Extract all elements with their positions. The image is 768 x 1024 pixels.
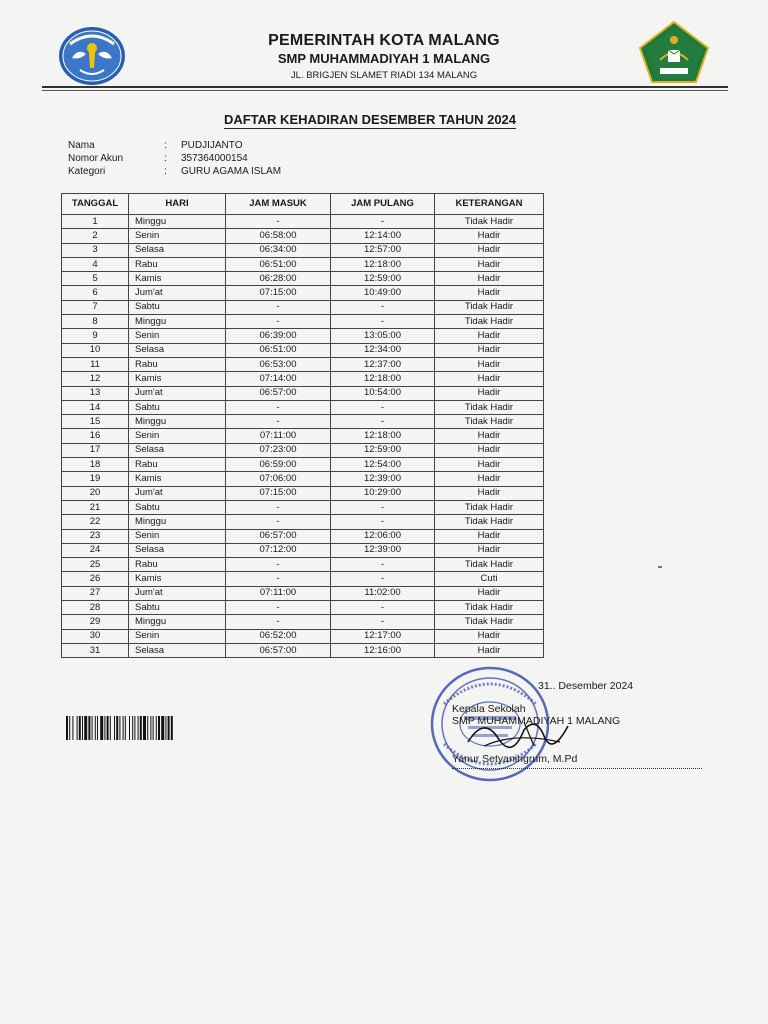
cell-hari: Rabu	[129, 558, 226, 572]
barcode-bar	[132, 716, 133, 740]
cell-hari: Minggu	[129, 615, 226, 629]
cell-hari: Minggu	[129, 515, 226, 529]
cell-tanggal: 3	[62, 243, 129, 257]
letterhead-text	[40, 32, 728, 81]
cell-tanggal: 8	[62, 315, 129, 329]
cell-keterangan: Hadir	[435, 629, 544, 643]
cell-tanggal: 12	[62, 372, 129, 386]
table-row	[62, 300, 544, 314]
cell-tanggal: 16	[62, 429, 129, 443]
cell-hari: Senin	[129, 229, 226, 243]
barcode-bar	[66, 716, 68, 740]
cell-jam-pulang: 10:54:00	[331, 386, 435, 400]
table-row	[62, 257, 544, 271]
cell-jam-pulang: 12:17:00	[331, 629, 435, 643]
cell-jam-masuk: 06:57:00	[226, 386, 331, 400]
barcode-bar	[110, 716, 111, 740]
cell-hari: Minggu	[129, 415, 226, 429]
cell-tanggal: 24	[62, 543, 129, 557]
cell-jam-masuk: 06:58:00	[226, 229, 331, 243]
table-row	[62, 586, 544, 600]
cell-jam-masuk: -	[226, 300, 331, 314]
table-row	[62, 643, 544, 657]
cell-hari: Kamis	[129, 472, 226, 486]
barcode-bar	[114, 716, 115, 740]
cell-jam-masuk: 06:51:00	[226, 343, 331, 357]
barcode-bar	[82, 716, 83, 740]
cell-jam-masuk: 07:11:00	[226, 429, 331, 443]
cell-jam-masuk: 07:15:00	[226, 486, 331, 500]
info-label: Kategori	[68, 166, 106, 177]
cell-keterangan: Hadir	[435, 586, 544, 600]
cell-hari: Sabtu	[129, 300, 226, 314]
cell-tanggal: 25	[62, 558, 129, 572]
table-row	[62, 272, 544, 286]
barcode-bar	[125, 716, 126, 740]
table-row	[62, 243, 544, 257]
info-colon: :	[164, 166, 167, 177]
table-row	[62, 400, 544, 414]
cell-tanggal: 29	[62, 615, 129, 629]
cell-tanggal: 13	[62, 386, 129, 400]
cell-hari: Jum'at	[129, 486, 226, 500]
cell-keterangan: Tidak Hadir	[435, 601, 544, 615]
cell-jam-pulang: 13:05:00	[331, 329, 435, 343]
cell-keterangan: Tidak Hadir	[435, 515, 544, 529]
cell-keterangan: Cuti	[435, 572, 544, 586]
table-row	[62, 343, 544, 357]
cell-jam-masuk: -	[226, 500, 331, 514]
cell-hari: Senin	[129, 329, 226, 343]
info-value: GURU AGAMA ISLAM	[181, 166, 282, 177]
table-row	[62, 472, 544, 486]
cell-hari: Sabtu	[129, 400, 226, 414]
cell-jam-masuk: -	[226, 400, 331, 414]
cell-jam-pulang: 10:29:00	[331, 486, 435, 500]
barcode-bar	[161, 716, 164, 740]
cell-hari: Selasa	[129, 643, 226, 657]
barcode-bar	[165, 716, 166, 740]
col-header-jam-pulang: JAM PULANG	[331, 194, 435, 215]
signature-date: 31.. Desember 2024	[538, 680, 634, 692]
table-row	[62, 215, 544, 229]
cell-jam-masuk: 07:15:00	[226, 286, 331, 300]
signature-underline	[452, 768, 702, 769]
cell-hari: Minggu	[129, 215, 226, 229]
cell-tanggal: 31	[62, 643, 129, 657]
header-divider	[42, 86, 728, 88]
cell-tanggal: 18	[62, 458, 129, 472]
barcode-bar	[69, 716, 70, 740]
attendance-table	[61, 193, 544, 658]
cell-hari: Selasa	[129, 243, 226, 257]
cell-jam-pulang: -	[331, 572, 435, 586]
cell-jam-masuk: -	[226, 415, 331, 429]
cell-jam-pulang: 12:59:00	[331, 443, 435, 457]
cell-hari: Kamis	[129, 372, 226, 386]
info-label: Nama	[68, 140, 95, 151]
cell-tanggal: 26	[62, 572, 129, 586]
cell-hari: Senin	[129, 529, 226, 543]
cell-hari: Jum'at	[129, 386, 226, 400]
cell-keterangan: Tidak Hadir	[435, 215, 544, 229]
barcode-bar	[143, 716, 146, 740]
signatory-institution: SMP MUHAMMADIYAH 1 MALANG	[452, 715, 621, 727]
cell-tanggal: 1	[62, 215, 129, 229]
cell-jam-masuk: -	[226, 558, 331, 572]
cell-tanggal: 22	[62, 515, 129, 529]
cell-jam-pulang: 12:59:00	[331, 272, 435, 286]
cell-jam-masuk: 07:23:00	[226, 443, 331, 457]
attendance-rows	[62, 215, 544, 658]
cell-jam-pulang: 12:18:00	[331, 429, 435, 443]
cell-hari: Selasa	[129, 343, 226, 357]
cell-tanggal: 6	[62, 286, 129, 300]
col-header-keterangan: KETERANGAN	[435, 194, 544, 215]
info-value: PUDJIJANTO	[181, 140, 243, 151]
cell-hari: Kamis	[129, 572, 226, 586]
barcode-bar	[171, 716, 173, 740]
government-name: PEMERINTAH KOTA MALANG	[268, 32, 500, 49]
letterhead	[40, 20, 728, 90]
table-row	[62, 486, 544, 500]
cell-tanggal: 23	[62, 529, 129, 543]
cell-keterangan: Tidak Hadir	[435, 415, 544, 429]
table-row	[62, 443, 544, 457]
barcode-bar	[100, 716, 103, 740]
cell-jam-pulang: 12:39:00	[331, 543, 435, 557]
info-value: 357364000154	[181, 153, 248, 164]
cell-hari: Jum'at	[129, 586, 226, 600]
table-row	[62, 429, 544, 443]
cell-keterangan: Tidak Hadir	[435, 558, 544, 572]
cell-tanggal: 5	[62, 272, 129, 286]
cell-keterangan: Hadir	[435, 372, 544, 386]
cell-jam-pulang: 11:02:00	[331, 586, 435, 600]
barcode-bar	[138, 716, 139, 740]
barcode-bar	[150, 716, 151, 740]
table-row	[62, 601, 544, 615]
cell-jam-masuk: -	[226, 615, 331, 629]
info-colon: :	[164, 140, 167, 151]
cell-keterangan: Tidak Hadir	[435, 315, 544, 329]
barcode-bar	[158, 716, 160, 740]
cell-keterangan: Hadir	[435, 329, 544, 343]
info-label: Nomor Akun	[68, 153, 124, 164]
barcode-bar	[156, 716, 157, 740]
cell-jam-masuk: 07:06:00	[226, 472, 331, 486]
cell-keterangan: Hadir	[435, 472, 544, 486]
barcode-bar	[129, 716, 130, 740]
cell-jam-masuk: 06:57:00	[226, 529, 331, 543]
cell-keterangan: Hadir	[435, 429, 544, 443]
cell-tanggal: 28	[62, 601, 129, 615]
cell-jam-masuk: 06:34:00	[226, 243, 331, 257]
cell-jam-masuk: 06:51:00	[226, 257, 331, 271]
cell-tanggal: 30	[62, 629, 129, 643]
cell-keterangan: Tidak Hadir	[435, 615, 544, 629]
table-row	[62, 229, 544, 243]
table-row	[62, 615, 544, 629]
table-row	[62, 500, 544, 514]
cell-jam-masuk: 07:11:00	[226, 586, 331, 600]
cell-jam-pulang: 12:54:00	[331, 458, 435, 472]
cell-hari: Rabu	[129, 357, 226, 371]
cell-jam-pulang: 12:37:00	[331, 357, 435, 371]
cell-keterangan: Tidak Hadir	[435, 500, 544, 514]
cell-tanggal: 17	[62, 443, 129, 457]
cell-jam-masuk: 06:39:00	[226, 329, 331, 343]
cell-tanggal: 27	[62, 586, 129, 600]
table-row	[62, 372, 544, 386]
cell-hari: Senin	[129, 629, 226, 643]
barcode-bar	[119, 716, 120, 740]
cell-tanggal: 19	[62, 472, 129, 486]
cell-keterangan: Tidak Hadir	[435, 400, 544, 414]
barcode-bar	[123, 716, 124, 740]
cell-jam-pulang: -	[331, 215, 435, 229]
cell-keterangan: Hadir	[435, 272, 544, 286]
document-title: DAFTAR KEHADIRAN DESEMBER TAHUN 2024	[223, 112, 517, 127]
cell-keterangan: Hadir	[435, 386, 544, 400]
cell-jam-pulang: -	[331, 558, 435, 572]
cell-tanggal: 14	[62, 400, 129, 414]
cell-tanggal: 7	[62, 300, 129, 314]
cell-jam-pulang: 12:34:00	[331, 343, 435, 357]
cell-jam-masuk: -	[226, 215, 331, 229]
cell-hari: Selasa	[129, 443, 226, 457]
cell-hari: Sabtu	[129, 601, 226, 615]
table-row	[62, 315, 544, 329]
barcode-bar	[79, 716, 81, 740]
cell-hari: Selasa	[129, 543, 226, 557]
barcode-bar	[92, 716, 93, 740]
table-row	[62, 286, 544, 300]
cell-hari: Rabu	[129, 458, 226, 472]
cell-jam-pulang: -	[331, 415, 435, 429]
cell-keterangan: Hadir	[435, 243, 544, 257]
table-row	[62, 529, 544, 543]
cell-keterangan: Hadir	[435, 257, 544, 271]
cell-keterangan: Hadir	[435, 443, 544, 457]
kemenag-logo	[638, 20, 710, 84]
cell-jam-masuk: 06:52:00	[226, 629, 331, 643]
signature-block	[418, 660, 718, 780]
cell-hari: Jum'at	[129, 286, 226, 300]
cell-jam-pulang: 12:06:00	[331, 529, 435, 543]
cell-tanggal: 4	[62, 257, 129, 271]
cell-jam-masuk: 06:53:00	[226, 357, 331, 371]
barcode-bar	[88, 716, 90, 740]
barcode-bar	[72, 716, 73, 740]
table-row	[62, 329, 544, 343]
cell-jam-pulang: 12:39:00	[331, 472, 435, 486]
school-address: JL. BRIGJEN SLAMET RIADI 134 MALANG	[290, 70, 478, 81]
cell-jam-pulang: 12:14:00	[331, 229, 435, 243]
cell-keterangan: Hadir	[435, 343, 544, 357]
table-row	[62, 458, 544, 472]
cell-jam-pulang: -	[331, 315, 435, 329]
cell-keterangan: Hadir	[435, 357, 544, 371]
cell-jam-pulang: 12:57:00	[331, 243, 435, 257]
cell-jam-masuk: 06:57:00	[226, 643, 331, 657]
cell-keterangan: Hadir	[435, 529, 544, 543]
table-row	[62, 572, 544, 586]
cell-keterangan: Hadir	[435, 229, 544, 243]
cell-jam-masuk: 07:12:00	[226, 543, 331, 557]
barcode-bar	[140, 716, 142, 740]
cell-hari: Kamis	[129, 272, 226, 286]
cell-keterangan: Hadir	[435, 643, 544, 657]
cell-jam-pulang: 12:16:00	[331, 643, 435, 657]
signatory-name: Yanur Setyaningrum, M.Pd	[452, 753, 578, 765]
barcode-bar	[134, 716, 135, 740]
barcode-bar	[97, 716, 98, 740]
cell-keterangan: Hadir	[435, 286, 544, 300]
cell-keterangan: Tidak Hadir	[435, 300, 544, 314]
col-header-hari: HARI	[129, 194, 226, 215]
table-row	[62, 515, 544, 529]
table-row	[62, 357, 544, 371]
cell-jam-masuk: -	[226, 315, 331, 329]
barcode-bar	[95, 716, 96, 740]
cell-jam-pulang: -	[331, 615, 435, 629]
cell-keterangan: Hadir	[435, 458, 544, 472]
cell-jam-pulang: 10:49:00	[331, 286, 435, 300]
cell-jam-masuk: 07:14:00	[226, 372, 331, 386]
col-header-jam-masuk: JAM MASUK	[226, 194, 331, 215]
barcode-bar	[84, 716, 87, 740]
cell-jam-pulang: -	[331, 500, 435, 514]
barcode-bar	[116, 716, 118, 740]
cell-tanggal: 2	[62, 229, 129, 243]
table-row	[62, 558, 544, 572]
cell-jam-masuk: -	[226, 572, 331, 586]
table-row	[62, 415, 544, 429]
cell-jam-pulang: -	[331, 601, 435, 615]
header-divider-thin	[42, 90, 728, 91]
col-header-tanggal: TANGGAL	[62, 194, 129, 215]
cell-jam-pulang: 12:18:00	[331, 372, 435, 386]
cell-hari: Sabtu	[129, 500, 226, 514]
cell-tanggal: 20	[62, 486, 129, 500]
cell-tanggal: 10	[62, 343, 129, 357]
scan-speck	[658, 566, 662, 568]
cell-tanggal: 9	[62, 329, 129, 343]
cell-jam-masuk: 06:28:00	[226, 272, 331, 286]
cell-tanggal: 15	[62, 415, 129, 429]
table-row	[62, 543, 544, 557]
cell-jam-pulang: -	[331, 400, 435, 414]
cell-hari: Senin	[129, 429, 226, 443]
table-header-row	[62, 194, 544, 215]
cell-jam-pulang: -	[331, 515, 435, 529]
cell-jam-masuk: 06:59:00	[226, 458, 331, 472]
table-row	[62, 629, 544, 643]
barcode-bar	[107, 716, 109, 740]
cell-jam-pulang: 12:18:00	[331, 257, 435, 271]
school-name: SMP MUHAMMADIYAH 1 MALANG	[277, 51, 491, 66]
cell-jam-masuk: -	[226, 515, 331, 529]
cell-hari: Rabu	[129, 257, 226, 271]
cell-hari: Minggu	[129, 315, 226, 329]
info-colon: :	[164, 153, 167, 164]
barcode-graphic	[66, 716, 226, 740]
handwritten-signature	[464, 712, 574, 752]
barcode-bar	[147, 716, 148, 740]
cell-tanggal: 21	[62, 500, 129, 514]
cell-keterangan: Hadir	[435, 543, 544, 557]
barcode-bar	[168, 716, 170, 740]
barcode-bar	[104, 716, 105, 740]
cell-jam-pulang: -	[331, 300, 435, 314]
table-row	[62, 386, 544, 400]
signatory-role: Kepala Sekolah	[452, 703, 526, 715]
cell-jam-masuk: -	[226, 601, 331, 615]
barcode-bar	[77, 716, 78, 740]
cell-keterangan: Hadir	[435, 486, 544, 500]
barcode-bar	[153, 716, 154, 740]
cell-tanggal: 11	[62, 357, 129, 371]
